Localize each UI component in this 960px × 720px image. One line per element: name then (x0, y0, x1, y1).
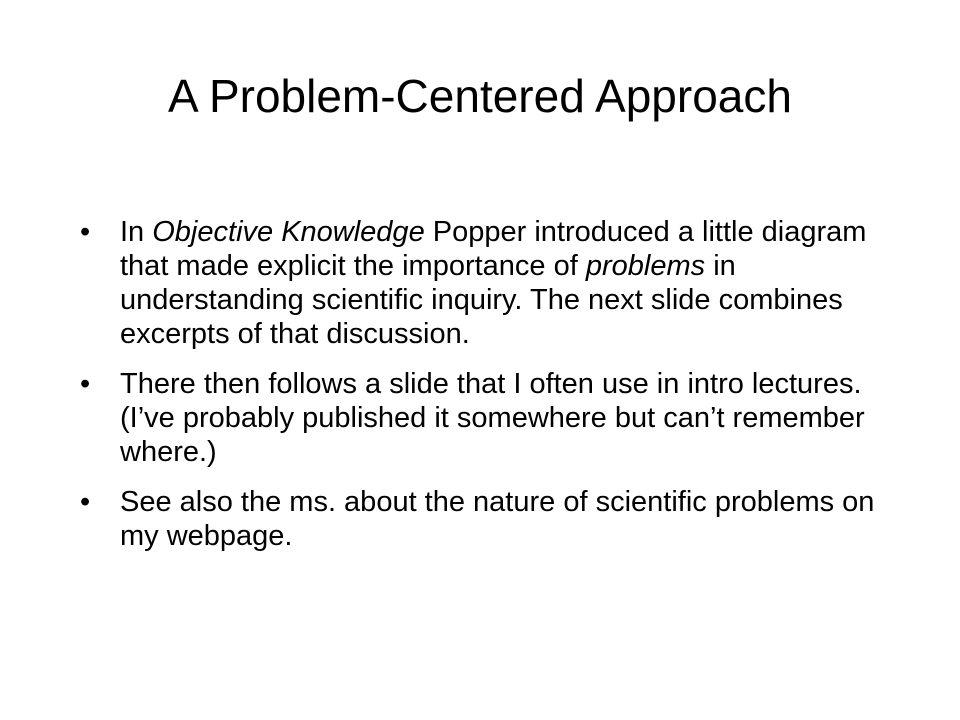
bullet-item-intro-lectures (80, 367, 900, 469)
bullet-symbol: • (80, 486, 91, 518)
bullet-text-part: in understanding scientific inquiry. The next slide combines excerpts of that discussion. (120, 250, 843, 350)
bullet-text-part: Popper introduced a little diagram that made explicit the importance of (120, 216, 867, 282)
problems-emphasis: problems (585, 250, 706, 282)
bullet-item-see-also (80, 485, 900, 553)
slide-title: A Problem-Centered Approach (168, 70, 792, 122)
book-title-emphasis: Objective Knowledge (152, 216, 425, 248)
bullet-text-part: In (120, 216, 153, 248)
bullet-text: There then follows a slide that I often use in intro lectures. (I’ve probably published it somewhere but can’t remember where.) (120, 368, 865, 468)
bullet-item-objective-knowledge (80, 215, 900, 351)
bullet-symbol: • (80, 368, 91, 400)
bullet-text: See also the ms. about the nature of scientific problems on my webpage. (120, 486, 875, 552)
bullet-list (80, 215, 900, 569)
bullet-symbol: • (80, 216, 91, 248)
